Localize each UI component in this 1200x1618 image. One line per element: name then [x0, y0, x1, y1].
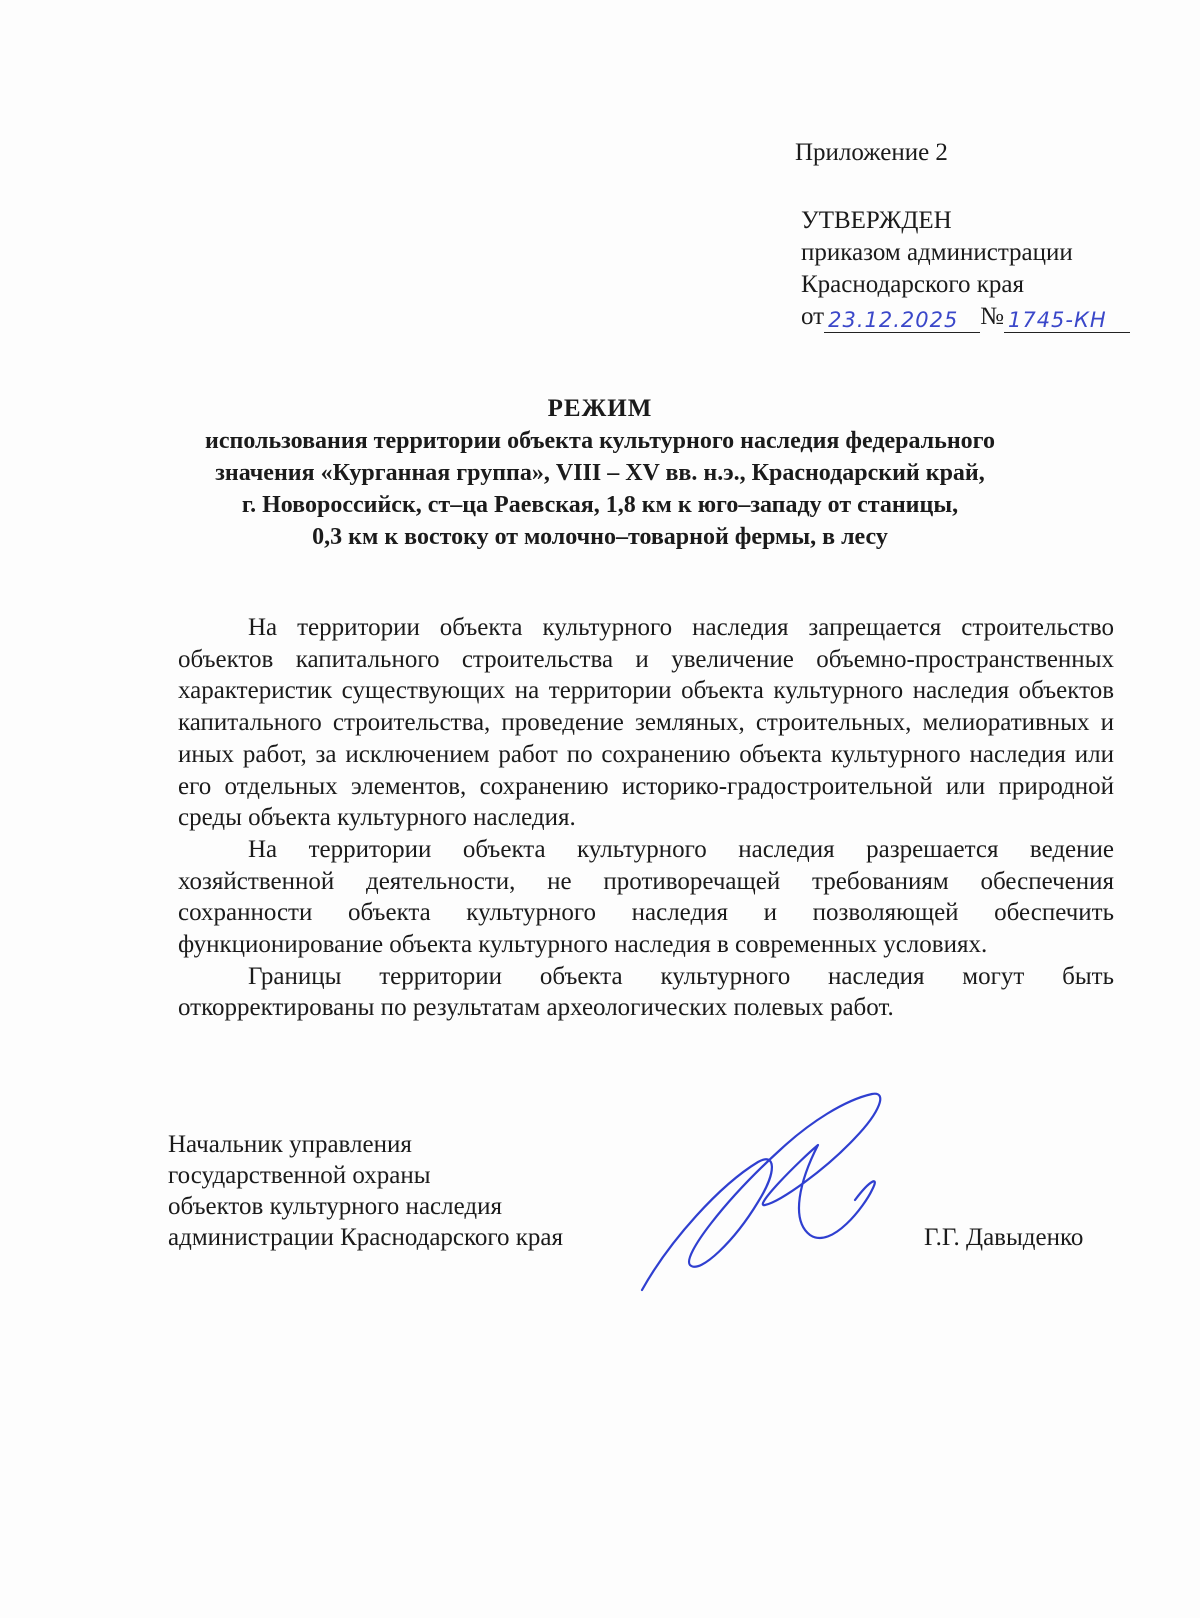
number-prefix: №: [980, 303, 1004, 330]
approval-line-2: приказом администрации: [801, 239, 1073, 266]
signer-position: [168, 1129, 563, 1253]
signature-stroke: [642, 1094, 880, 1290]
signer-position-line-4: администрации Краснодарского края: [168, 1224, 564, 1251]
paragraph-3: Границы территории объекта культурного наследия могут быть откорректированы по результатам археологических полевых работ.: [178, 962, 1114, 1022]
approval-stamp: [801, 205, 1130, 333]
signer-position-line-2: государственной охраны: [168, 1162, 431, 1189]
paragraph-2: На территории объекта культурного наследия разрешается ведение хозяйственной деятельности, не противоречащей требованиям обеспечения сохранности объекта культурного наследия и позволяющей обеспечить функционирование объекта культурного наследия в современных условиях.: [178, 835, 1114, 959]
approval-date-row: [801, 301, 1130, 333]
signer-position-line-3: объектов культурного наследия: [168, 1193, 502, 1220]
handwritten-date: 23.12.2025: [824, 308, 980, 333]
date-prefix: от: [801, 303, 825, 330]
title-line-3: г. Новороссийск, ст–ца Раевская, 1,8 км к юго–западу от станицы,: [241, 492, 959, 518]
title-line-2: значения «Курганная группа», VIII – XV вв. н.э., Краснодарский край,: [215, 460, 985, 486]
handwritten-signature: [640, 1090, 910, 1305]
appendix-label: Приложение 2: [795, 139, 948, 166]
title-heading: РЕЖИМ: [547, 395, 653, 422]
handwritten-number: 1745-КН: [1004, 308, 1130, 333]
paragraph-1: На территории объекта культурного наследия запрещается строительство объектов капитального строительства и увеличение объемно-пространственных характеристик существующих на территории объекта культурного наследия объектов капитального строительства, проведение земляных, строительных, мелиоративных и иных работ, за исключением работ по сохранению объекта культурного наследия или его отдельных элементов, сохранению историко-градостроительной или природной среды объекта культурного наследия.: [178, 614, 1114, 832]
document-body: [178, 612, 1114, 1024]
signer-name: Г.Г. Давыденко: [924, 1224, 1084, 1251]
title-line-1: использования территории объекта культурного наследия федерального: [205, 428, 995, 454]
title-line-4: 0,3 км к востоку от молочно–товарной фермы, в лесу: [312, 524, 888, 550]
approval-line-3: Краснодарского края: [801, 271, 1024, 298]
document-title: [150, 393, 1050, 553]
signer-position-line-1: Начальник управления: [168, 1131, 412, 1158]
approval-line-1: УТВЕРЖДЕН: [801, 207, 952, 234]
